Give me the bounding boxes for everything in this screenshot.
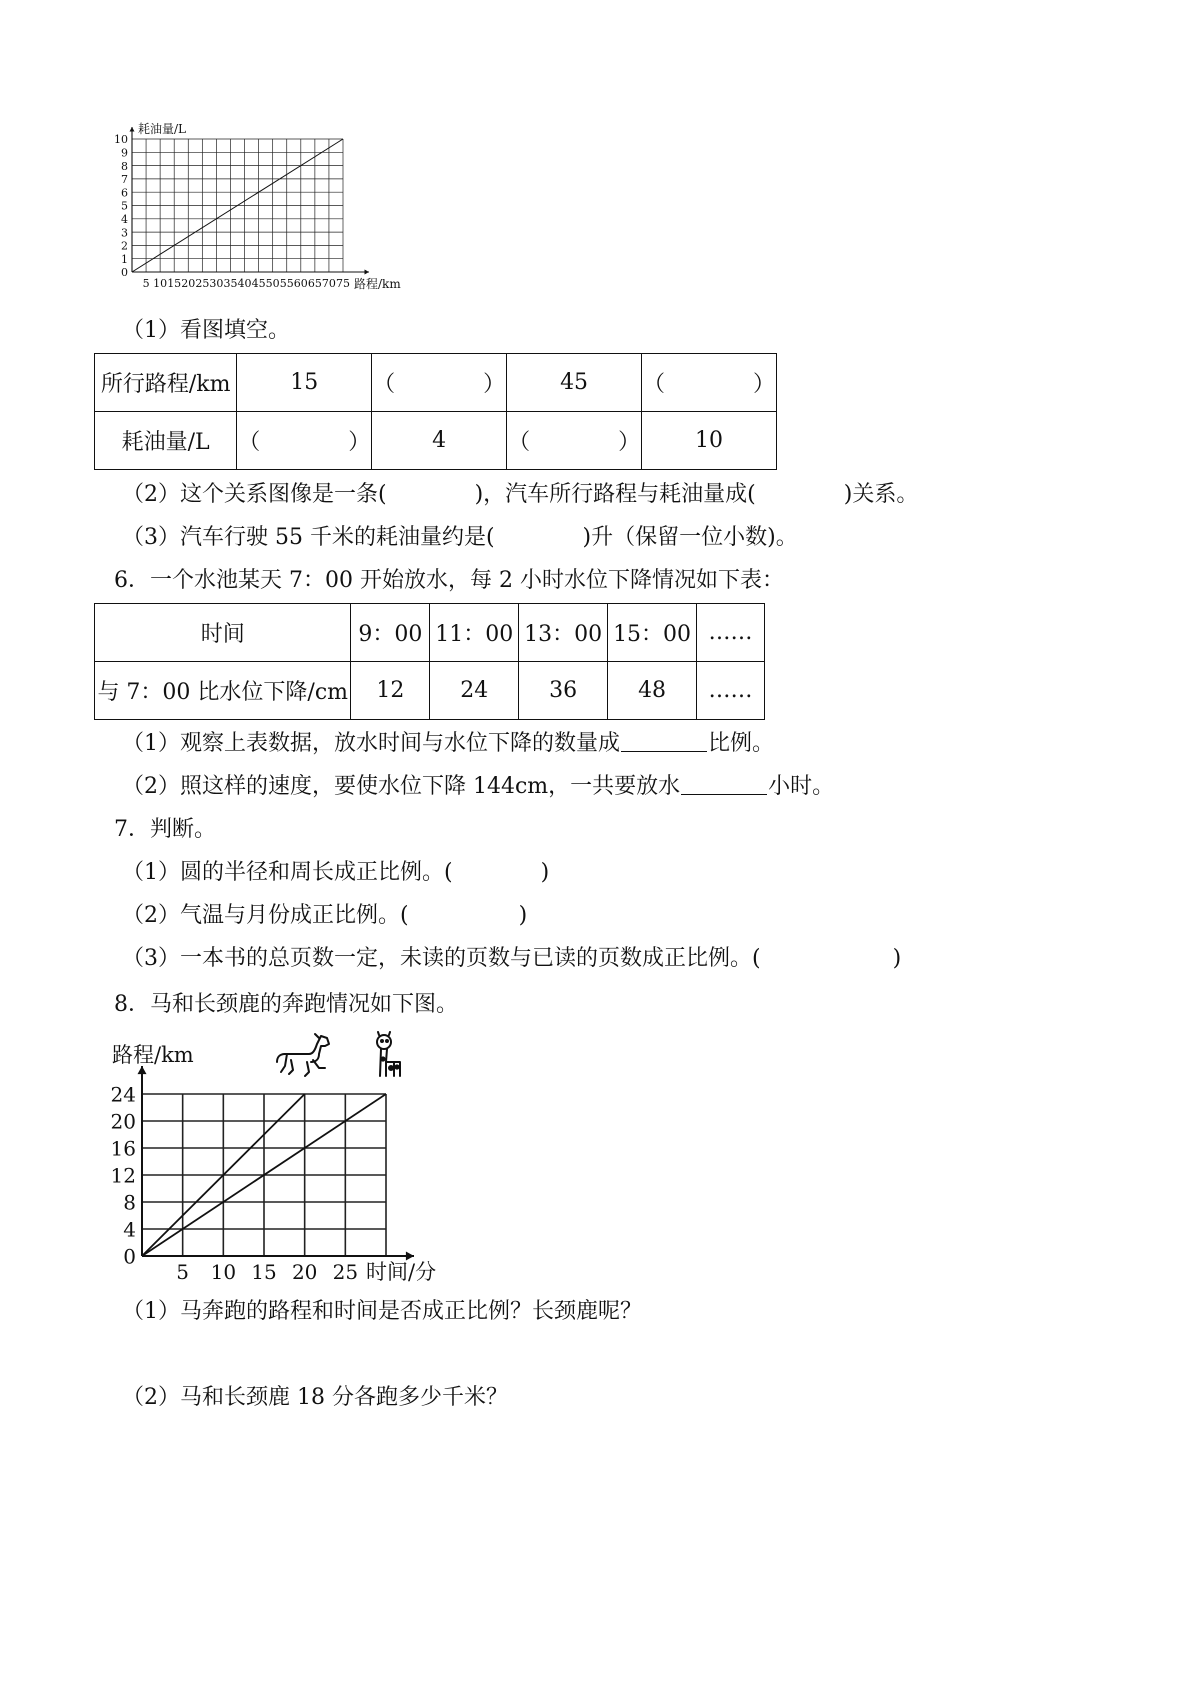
x-tick-label: 30: [209, 277, 224, 290]
x-tick-label: 40: [237, 277, 252, 290]
table-cell: 15：00: [608, 604, 697, 662]
y-tick-label: 8: [123, 1190, 136, 1215]
x-tick-label: 75: [336, 277, 350, 290]
table-cell: 45: [507, 354, 642, 412]
chart-axes: [130, 127, 370, 275]
y-tick-label: 5: [121, 199, 128, 213]
y-tick-label: 0: [123, 1244, 136, 1269]
x-tick-label: 20: [291, 1260, 318, 1284]
water-level-table: [94, 603, 765, 720]
table-header-cell: 时间: [95, 604, 351, 662]
fuel-table: [94, 353, 777, 470]
x-tick-label: 45: [251, 277, 266, 290]
table-cell: 24: [430, 662, 519, 720]
x-tick-label: 25: [332, 1260, 359, 1284]
x-tick-label: 5: [176, 1260, 190, 1284]
table-row: [95, 662, 765, 720]
y-axis-label: 路程/km: [112, 1043, 194, 1067]
question-8-part-1: （1）马奔跑的路程和时间是否成正比例？长颈鹿呢？: [122, 1299, 642, 1324]
y-tick-label: 7: [121, 173, 128, 187]
x-tick-label: 70: [321, 277, 336, 290]
x-tick-label: 35: [223, 277, 238, 290]
table-cell: 耗油量/L: [95, 412, 237, 470]
x-tick-label: 10: [153, 277, 168, 290]
answer-blank[interactable]: [621, 729, 707, 752]
y-tick-label: 20: [110, 1109, 136, 1134]
fuel-question-part-2: （2）这个关系图像是一条( )，汽车所行路程与耗油量成( )关系。: [122, 482, 919, 507]
question-7-item-3: （3）一本书的总页数一定，未读的页数与已读的页数成正比例。( ): [122, 946, 902, 971]
question-7-item-2: （2）气温与月份成正比例。( ): [122, 903, 528, 928]
x-tick-label: 65: [307, 277, 322, 290]
horse-icon: [277, 1034, 329, 1076]
horse-giraffe-chart: [100, 1030, 460, 1290]
y-tick-label: 12: [110, 1163, 136, 1188]
table-cell: 11：00: [430, 604, 519, 662]
x-tick-labels: [143, 277, 350, 290]
question-8-part-2: （2）马和长颈鹿 18 分各跑多少千米？: [122, 1385, 508, 1410]
y-axis-arrow: [138, 1066, 147, 1074]
answer-blank[interactable]: （ ）: [372, 354, 507, 412]
y-tick-label: 16: [110, 1136, 136, 1161]
table-cell: 15: [237, 354, 372, 412]
fuel-question-part-3: （3）汽车行驶 55 千米的耗油量约是( )升（保留一位小数)。: [122, 525, 798, 550]
y-axis-label: 耗油量/L: [138, 122, 187, 136]
x-tick-label: 15: [251, 1260, 277, 1284]
x-tick-labels: [176, 1260, 358, 1284]
table-cell: 13：00: [519, 604, 608, 662]
answer-blank[interactable]: （ ）: [507, 412, 642, 470]
y-tick-label: 2: [121, 239, 128, 253]
y-tick-labels: [114, 133, 128, 279]
answer-blank[interactable]: （ ）: [237, 412, 372, 470]
question-6-part-2: [122, 772, 834, 802]
giraffe-icon: [377, 1032, 400, 1076]
fuel-question-part-1: （1）看图填空。: [122, 318, 290, 343]
y-tick-labels: [111, 1083, 136, 1269]
question-7-item-1: （1）圆的半径和周长成正比例。( ): [122, 860, 550, 885]
x-tick-label: 10: [210, 1260, 237, 1284]
question-text: 小时。: [768, 774, 835, 799]
question-text: （2）照这样的速度，要使水位下降 144cm，一共要放水: [122, 774, 681, 799]
question-8-title: 8．马和长颈鹿的奔跑情况如下图。: [114, 992, 458, 1017]
table-row: [95, 354, 777, 412]
question-text: （1）观察上表数据，放水时间与水位下降的数量成: [122, 731, 620, 756]
y-tick-label: 6: [121, 186, 128, 200]
table-cell: 36: [519, 662, 608, 720]
y-tick-label: 4: [123, 1217, 136, 1242]
table-cell: ……: [697, 662, 765, 720]
x-axis-label: 路程/km: [354, 277, 401, 291]
table-cell: 10: [642, 412, 777, 470]
question-text: 比例。: [708, 731, 775, 756]
x-tick-label: 60: [293, 277, 308, 290]
question-6-part-1: [122, 729, 774, 759]
table-row: [95, 604, 765, 662]
table-cell: 所行路程/km: [95, 354, 237, 412]
y-tick-label: 9: [121, 146, 128, 160]
question-6-title: 6．一个水池某天 7：00 开始放水，每 2 小时水位下降情况如下表：: [114, 568, 784, 593]
question-7-title: 7．判断。: [114, 817, 216, 842]
table-header-cell: 与 7：00 比水位下降/cm: [95, 662, 351, 720]
table-cell: 12: [351, 662, 430, 720]
y-tick-label: 24: [110, 1082, 136, 1107]
table-cell: 48: [608, 662, 697, 720]
x-axis-label: 时间/分: [366, 1260, 437, 1284]
table-cell: 4: [372, 412, 507, 470]
x-tick-label: 20: [181, 277, 196, 290]
y-tick-label: 0: [121, 266, 128, 280]
table-row: [95, 412, 777, 470]
x-tick-label: 5: [142, 277, 150, 290]
fuel-consumption-chart: [100, 112, 410, 302]
x-tick-label: 15: [167, 277, 182, 290]
table-cell: ……: [697, 604, 765, 662]
y-tick-label: 8: [121, 159, 128, 173]
x-tick-label: 55: [279, 277, 294, 290]
y-tick-label: 4: [121, 212, 128, 226]
y-axis-arrow: [130, 127, 135, 132]
x-axis-arrow: [365, 270, 370, 275]
x-tick-label: 25: [195, 277, 210, 290]
answer-blank[interactable]: （ ）: [642, 354, 777, 412]
y-tick-label: 1: [121, 252, 128, 266]
answer-blank[interactable]: [681, 772, 767, 795]
table-cell: 9：00: [351, 604, 430, 662]
x-tick-label: 50: [265, 277, 280, 290]
y-tick-label: 10: [114, 133, 128, 147]
y-tick-label: 3: [121, 226, 128, 240]
